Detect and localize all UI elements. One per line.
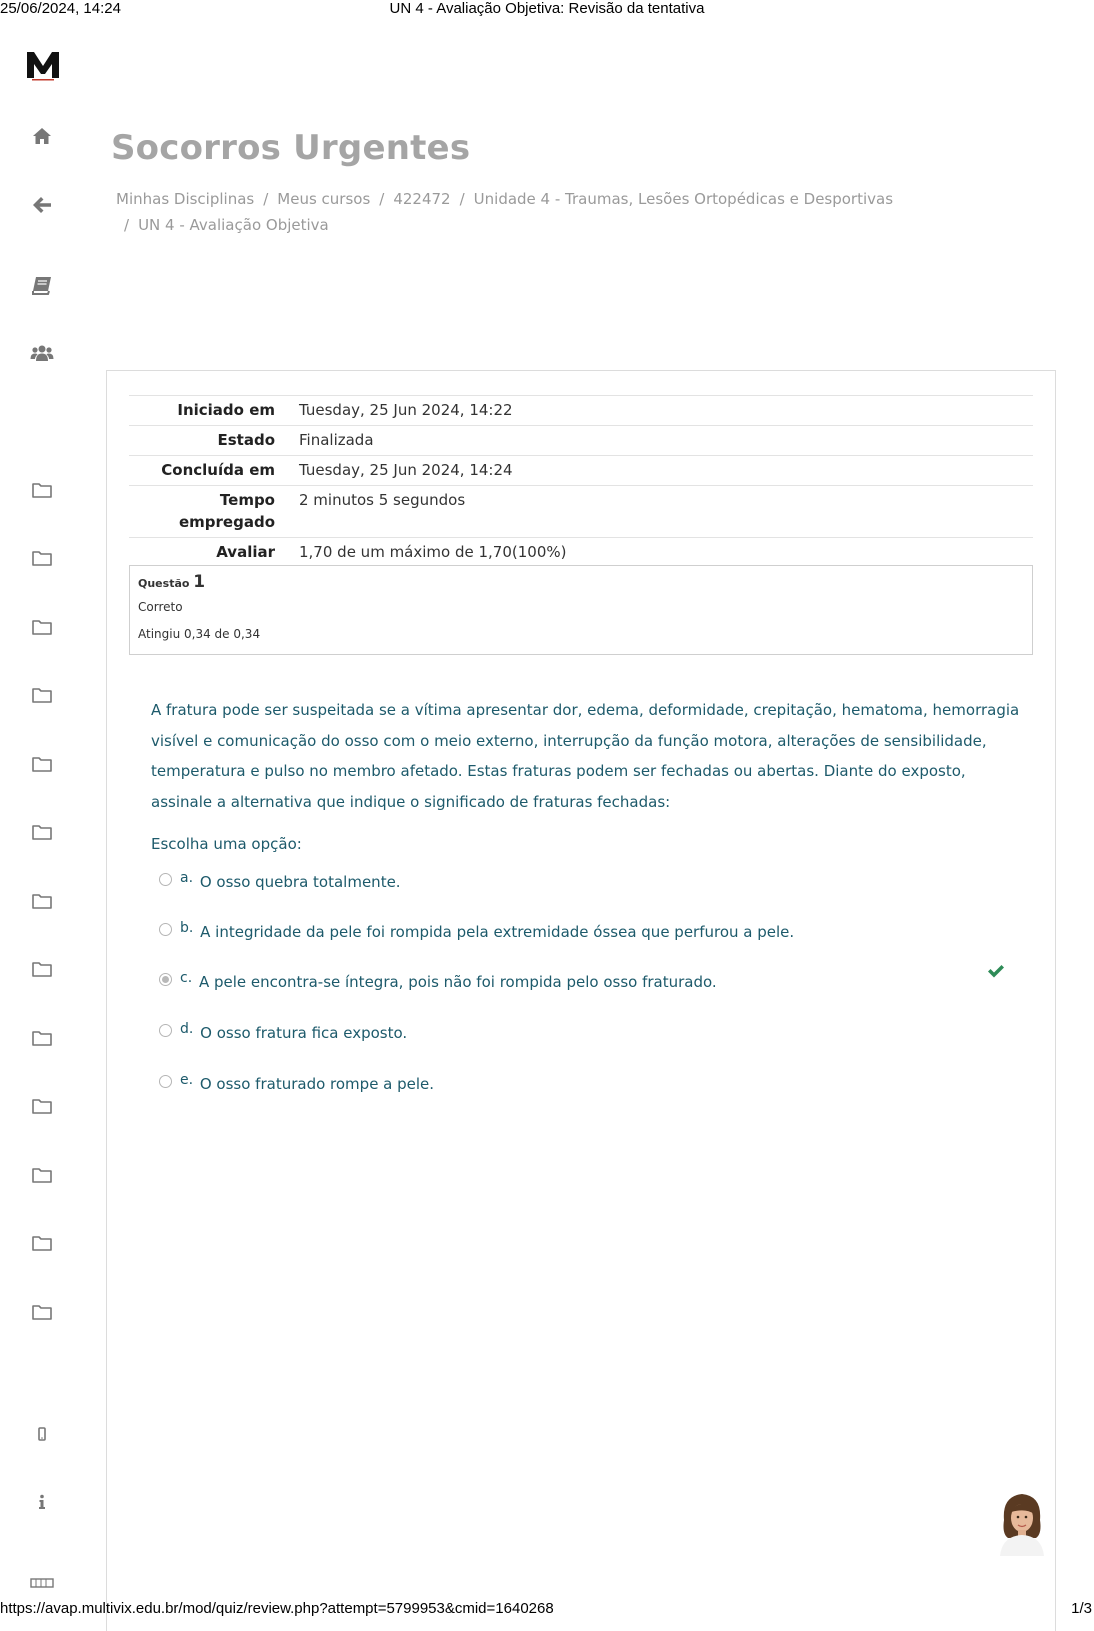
folder-icon[interactable] [30, 752, 54, 776]
answer-option-c[interactable] [159, 970, 717, 994]
folder-icon[interactable] [30, 1094, 54, 1118]
started-value: Tuesday, 25 Jun 2024, 14:22 [291, 396, 1033, 426]
radio-b[interactable] [159, 923, 172, 936]
assistant-avatar[interactable] [996, 1490, 1048, 1556]
info-icon[interactable] [30, 1490, 54, 1514]
question-state: Correto [138, 600, 183, 614]
completed-value: Tuesday, 25 Jun 2024, 14:24 [291, 456, 1033, 486]
answer-text: A pele encontra-se íntegra, pois não foi rompida pelo osso fraturado. [198, 973, 717, 991]
answer-text: O osso fratura fica exposto. [200, 1024, 408, 1042]
breadcrumb-separator: / [459, 190, 465, 208]
book-icon[interactable] [30, 273, 54, 297]
radio-c-selected[interactable] [159, 973, 172, 986]
folder-icon[interactable] [30, 683, 54, 707]
question-label: Questão [138, 577, 190, 590]
answer-letter: c. [180, 970, 193, 986]
time-label [129, 486, 291, 538]
answer-option-a[interactable] [159, 870, 401, 894]
answer-option-e[interactable] [159, 1072, 434, 1096]
time-label-line2: empregado [178, 513, 275, 531]
folder-icon[interactable] [30, 957, 54, 981]
grade-label: Avaliar [129, 538, 291, 568]
folder-icon[interactable] [30, 478, 54, 502]
summary-row-state [129, 426, 1033, 456]
keyboard-icon[interactable] [30, 1576, 54, 1600]
answer-letter: b. [180, 920, 194, 936]
radio-d[interactable] [159, 1024, 172, 1037]
answer-prompt: Escolha uma opção: [151, 835, 302, 853]
question-info-box [129, 565, 1033, 655]
print-datetime: 25/06/2024, 14:24 [0, 0, 121, 17]
back-arrow-icon[interactable] [30, 193, 54, 217]
breadcrumb-separator: / [124, 216, 130, 234]
print-url: https://avap.multivix.edu.br/mod/quiz/review.php?attempt=5799953&cmid=1640268 [0, 1600, 554, 1617]
breadcrumb [116, 186, 936, 238]
home-icon[interactable] [30, 124, 54, 148]
print-header [0, 0, 1094, 18]
answer-text: A integridade da pele foi rompida pela extremidade óssea que perfurou a pele. [200, 923, 795, 941]
users-icon[interactable] [30, 341, 54, 365]
started-label: Iniciado em [129, 396, 291, 426]
answer-option-b[interactable] [159, 920, 794, 944]
completed-label: Concluída em [129, 456, 291, 486]
answer-text: O osso fraturado rompe a pele. [199, 1075, 435, 1093]
question-mark: Atingiu 0,34 de 0,34 [138, 627, 261, 641]
time-value: 2 minutos 5 segundos [291, 486, 1033, 538]
attempt-summary-table [129, 395, 1033, 568]
state-label: Estado [129, 426, 291, 456]
quiz-review-panel [106, 370, 1056, 1631]
course-title: Socorros Urgentes [111, 128, 471, 168]
state-value: Finalizada [291, 426, 1033, 456]
grade-value: 1,70 de um máximo de 1,70(100%) [291, 538, 1033, 568]
answer-letter: d. [180, 1021, 194, 1037]
radio-a[interactable] [159, 873, 172, 886]
summary-row-time [129, 486, 1033, 538]
question-text: A fratura pode ser suspeitada se a vítima apresentar dor, edema, deformidade, crepitação, hematoma, hemorragia visível e comunicação do osso com o meio externo, interrupção da função motora, alterações de sensibilidade, temperatura e pulso no membro afetado. Estas fraturas podem ser fechadas ou abertas. Diante do exposto, assinale a alternativa que indique o significado de fraturas fechadas: [151, 701, 1020, 811]
folder-icon[interactable] [30, 546, 54, 570]
print-page-number: 1/3 [1071, 1600, 1092, 1617]
folder-icon[interactable] [30, 1300, 54, 1324]
breadcrumb-separator: / [263, 190, 269, 208]
breadcrumb-item-unidade[interactable]: Unidade 4 - Traumas, Lesões Ortopédicas e Desportivas [473, 190, 894, 208]
print-page-title: UN 4 - Avaliação Objetiva: Revisão da tentativa [389, 0, 705, 17]
folder-icon[interactable] [30, 1163, 54, 1187]
question-number-value: 1 [193, 572, 206, 592]
print-footer [0, 1600, 1094, 1618]
summary-row-started [129, 396, 1033, 426]
folder-icon[interactable] [30, 1026, 54, 1050]
question-number [138, 572, 205, 592]
folder-icon[interactable] [30, 889, 54, 913]
correct-check-icon [987, 963, 1005, 979]
radio-e[interactable] [159, 1075, 172, 1088]
breadcrumb-item-course-code[interactable]: 422472 [393, 190, 451, 208]
folder-icon[interactable] [30, 615, 54, 639]
time-label-line1: Tempo [219, 491, 275, 509]
answer-option-d[interactable] [159, 1021, 407, 1045]
breadcrumb-item-avaliacao[interactable]: UN 4 - Avaliação Objetiva [138, 216, 329, 234]
mobile-icon[interactable] [30, 1422, 54, 1446]
summary-row-completed [129, 456, 1033, 486]
answer-letter: e. [180, 1072, 194, 1088]
breadcrumb-item-meus-cursos[interactable]: Meus cursos [277, 190, 371, 208]
folder-icon[interactable] [30, 820, 54, 844]
multivix-logo[interactable] [26, 48, 60, 82]
folder-icon[interactable] [30, 1231, 54, 1255]
answer-letter: a. [180, 870, 194, 886]
answer-text: O osso quebra totalmente. [199, 873, 401, 891]
summary-row-grade [129, 538, 1033, 568]
breadcrumb-item-minhas-disciplinas[interactable]: Minhas Disciplinas [116, 190, 255, 208]
breadcrumb-separator: / [379, 190, 385, 208]
